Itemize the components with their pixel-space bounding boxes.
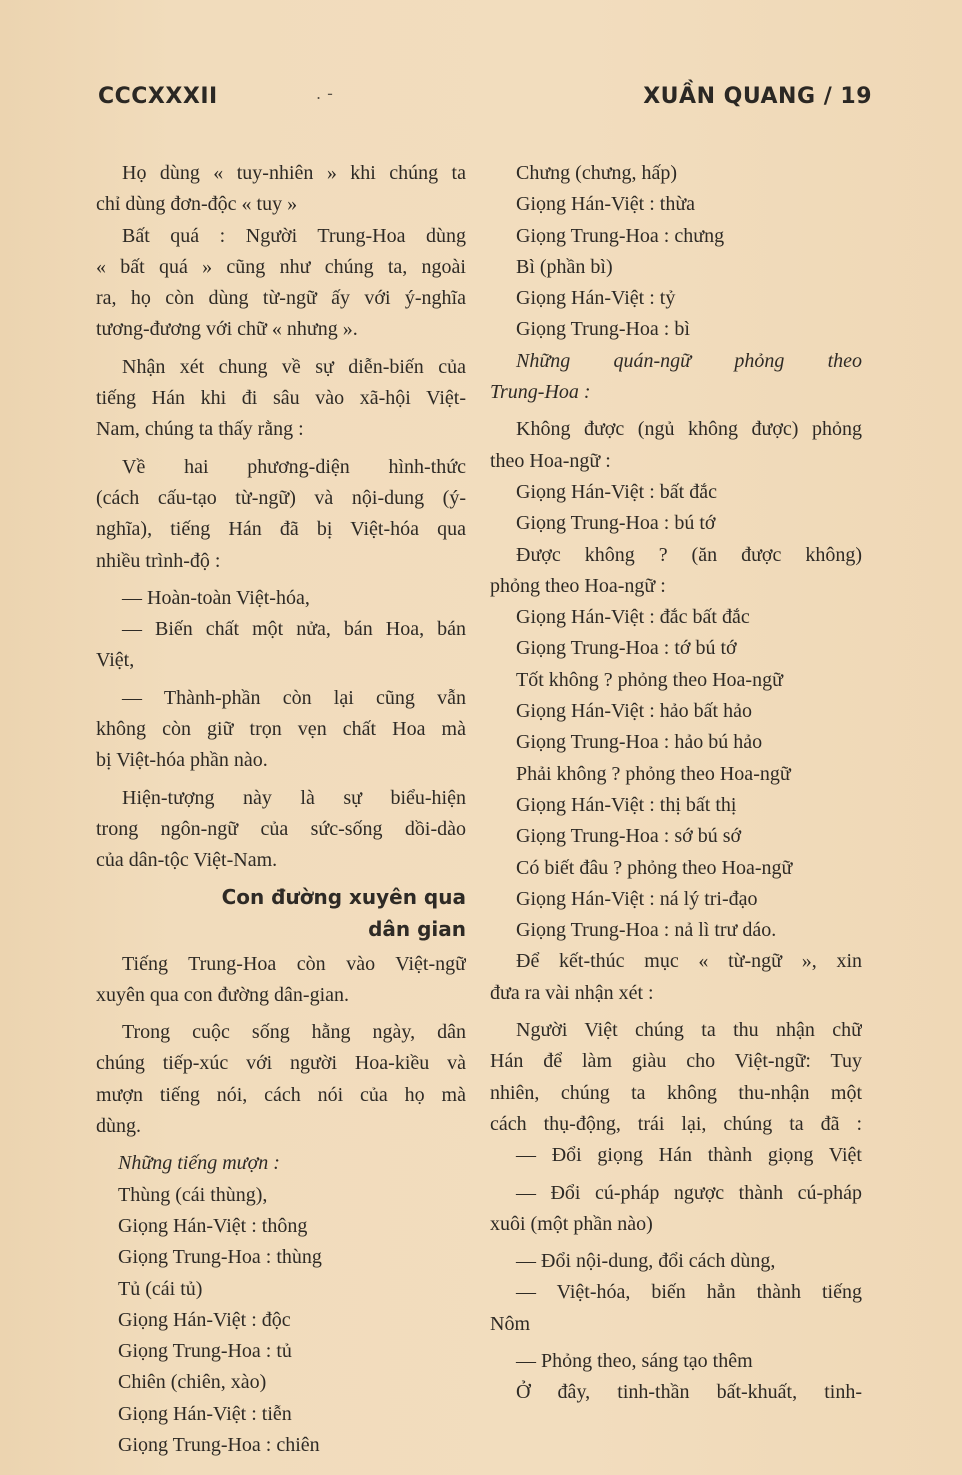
section-heading: dân gian [368, 916, 466, 941]
text-line: Không được (ngủ không được) phỏng [516, 418, 862, 441]
text-line: Họ dùng « tuy-nhiên » khi chúng ta [122, 162, 466, 184]
text-line: Chưng (chưng, hấp) [516, 162, 678, 184]
text-line: Giọng Trung-Hoa : chưng [516, 224, 725, 247]
text-line: Giọng Trung-Hoa : tủ [118, 1340, 292, 1363]
text-line: Giọng Trung-Hoa : chiên [118, 1433, 320, 1456]
text-line: cách thụ-động, trái lại, chúng ta đã : [490, 1112, 862, 1135]
text-line: — Đổi giọng Hán thành giọng Việt [516, 1144, 862, 1167]
text-line: xuyên qua con đường dân-gian. [96, 983, 350, 1006]
text-line: Bì (phần bì) [516, 255, 613, 278]
text-line: Tốt không ? phỏng theo Hoa-ngữ [516, 668, 783, 691]
left-column [96, 158, 466, 1461]
text-line: Giọng Hán-Việt : bất đắc [516, 480, 717, 503]
text-line: Trung-Hoa : [490, 381, 591, 404]
text-line: Giọng Trung-Hoa : thùng [118, 1246, 322, 1269]
text-line: — Phỏng theo, sáng tạo thêm [516, 1349, 753, 1372]
text-line: xuôi (một phần nào) [490, 1212, 653, 1235]
text-line: Hán để làm giàu cho Việt-ngữ: Tuy [490, 1050, 862, 1073]
text-line: trong ngôn-ngữ của sức-sống dồi-dào [96, 817, 466, 840]
text-line: Tủ (cái tủ) [118, 1277, 203, 1300]
text-line: — Hoàn-toàn Việt-hóa, [122, 586, 310, 609]
text-line: ra, họ còn dùng từ-ngữ ấy với ý-nghĩa [96, 287, 466, 310]
issue-number: CCCXXXII [98, 84, 218, 109]
text-line: nhiên, chúng ta không thu-nhận một [490, 1081, 862, 1104]
text-line: Giọng Hán-Việt : hảo bất hảo [516, 700, 752, 723]
text-line: Giọng Trung-Hoa : bì [516, 318, 690, 341]
text-line: nghĩa), tiếng Hán đã bị Việt-hóa qua [96, 518, 466, 541]
text-line: « bất quá » cũng như chúng ta, ngoài [96, 255, 466, 278]
text-line: — Việt-hóa, biến hẳn thành tiếng [516, 1281, 862, 1304]
text-line: Giọng Hán-Việt : thị bất thị [516, 793, 737, 816]
text-line: Giọng Trung-Hoa : hảo bú hảo [516, 731, 763, 754]
text-line: Người Việt chúng ta thu nhận chữ [516, 1019, 862, 1042]
text-line: mượn tiếng nói, cách nói của họ mà [96, 1083, 466, 1106]
text-line: của dân-tộc Việt-Nam. [96, 849, 278, 872]
text-line: Giọng Hán-Việt : thừa [516, 193, 696, 216]
text-line: Giọng Hán-Việt : thông [118, 1214, 308, 1237]
text-line: Giọng Trung-Hoa : sớ bú sớ [516, 825, 742, 848]
text-line: Giọng Hán-Việt : độc [118, 1308, 291, 1331]
text-line: Những quán-ngữ phỏng theo [516, 349, 862, 372]
text-line: không còn giữ trọn vẹn chất Hoa mà [96, 718, 466, 741]
magazine-title-page-number: XUẦN QUANG / 19 [643, 84, 872, 109]
text-line: Nam, chúng ta thấy rằng : [96, 418, 304, 441]
text-line: Để kết-thúc mục « từ-ngữ », xin [516, 950, 862, 973]
text-line: Thùng (cái thùng), [118, 1183, 268, 1206]
text-line: phỏng theo Hoa-ngữ : [490, 574, 666, 597]
text-line: Về hai phương-diện hình-thức [122, 455, 466, 478]
text-line: — Thành-phần còn lại cũng vẫn [122, 686, 466, 709]
text-line: Nhận xét chung về sự diễn-biến của [122, 355, 466, 378]
text-line: Hiện-tượng này là sự biểu-hiện [122, 786, 466, 809]
text-line: Giọng Hán-Việt : đắc bất đắc [516, 606, 750, 629]
right-column [490, 158, 862, 1409]
text-line: Được không ? (ăn được không) [516, 543, 862, 566]
text-line: Tiếng Trung-Hoa còn vào Việt-ngữ [122, 952, 466, 975]
text-line: Có biết đâu ? phỏng theo Hoa-ngữ [516, 856, 793, 879]
text-line: Giọng Trung-Hoa : tớ bú tớ [516, 637, 737, 660]
text-line: — Đổi cú-pháp ngược thành cú-pháp [516, 1181, 862, 1204]
text-line: chỉ dùng đơn-độc « tuy » [96, 193, 298, 216]
text-line: dùng. [96, 1115, 141, 1138]
text-line: theo Hoa-ngữ : [490, 449, 611, 472]
text-line: Giọng Hán-Việt : tỷ [516, 287, 676, 310]
text-line: bị Việt-hóa phần nào. [96, 749, 268, 772]
text-line: Bất quá : Người Trung-Hoa dùng [122, 224, 466, 247]
section-heading: Con đường xuyên qua [221, 884, 466, 909]
text-line: Giọng Trung-Hoa : bú tớ [516, 512, 716, 535]
text-line: chúng tiếp-xúc với người Hoa-kiều và [96, 1052, 466, 1075]
text-line: Trong cuộc sống hằng ngày, dân [122, 1021, 466, 1044]
text-line: Phải không ? phỏng theo Hoa-ngữ [516, 762, 791, 785]
text-line: đưa ra vài nhận xét : [490, 981, 654, 1004]
text-line: Ở đây, tinh-thần bất-khuất, tinh- [516, 1381, 862, 1404]
text-line: Giọng Trung-Hoa : nả lì trư dáo. [516, 919, 777, 942]
text-line: Nôm [490, 1312, 530, 1335]
text-line: — Đổi nội-dung, đổi cách dùng, [516, 1250, 776, 1273]
text-line: — Biến chất một nửa, bán Hoa, bán [122, 618, 466, 641]
text-line: Giọng Hán-Việt : ná lý tri-đạo [516, 887, 758, 910]
text-line: tiếng Hán khi đi sâu vào xã-hội Việt- [96, 387, 466, 410]
text-line: Giọng Hán-Việt : tiễn [118, 1402, 292, 1425]
header-separator: . - [316, 84, 334, 103]
page-header [98, 84, 872, 118]
text-line: Những tiếng mượn : [118, 1152, 280, 1175]
text-line: nhiều trình-độ : [96, 549, 221, 572]
text-line: tương-đương với chữ « nhưng ». [96, 318, 358, 341]
text-line: Việt, [96, 649, 135, 672]
text-line: Chiên (chiên, xào) [118, 1371, 267, 1394]
text-line: (cách cấu-tạo từ-ngữ) và nội-dung (ý- [96, 486, 466, 509]
